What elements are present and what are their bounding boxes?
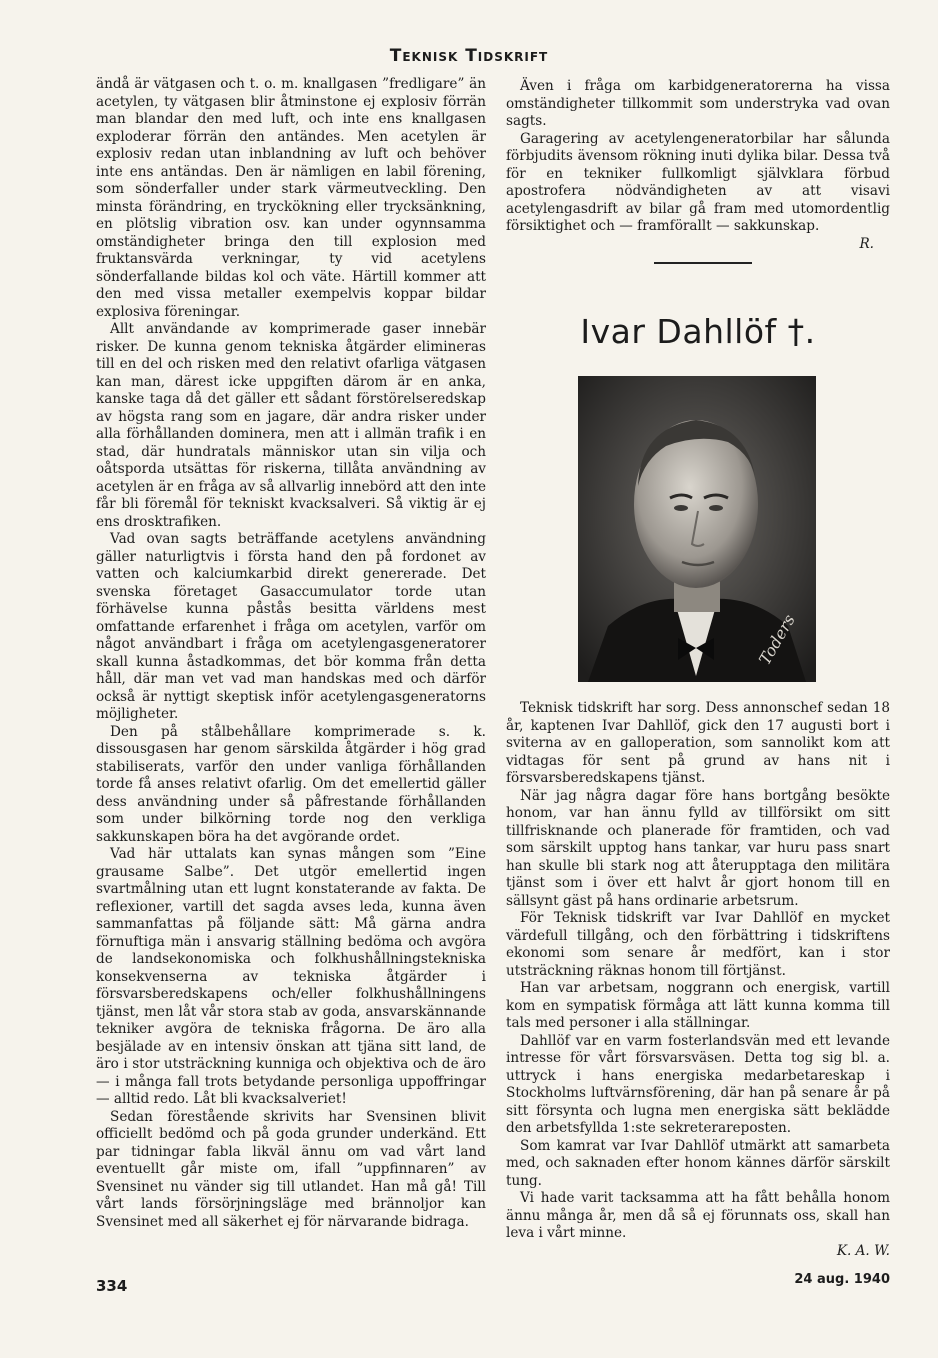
paragraph: Sedan förestående skrivits har Svensinen blivit officiellt bedömd och på goda grunder underkänd. Ett par tidningar fabla likväl ännu om vad vårt land eventuellt går miste om, ifall ”uppfinnaren” av Svensinet nu vänder sig till utlandet. Han må gå! Till vårt lands försörjningsläge med brännoljor kan Svensinet med all säkerhet ej för närvarande bidraga. — [96, 1108, 486, 1230]
paragraph: Dahllöf var en varm fosterlandsvän med ett levande intresse för vårt försvarsväsen. Detta tog sig bl. a. uttryck i hans energiska medarbetareskap i Stockholms luftvärnsförening, där han på senare år på sitt försynta och lugna men energiska sätt beklädde den arbetsfyllda 1:ste sekreterareposten. — [506, 1032, 890, 1136]
paragraph: När jag några dagar före hans bortgång besökte honom, var han ännu fylld av tillförsikt om sitt tillfrisknande och planerade för framtiden, och vad som särskilt upptog hans tankar, var huru pass snart han skulle bli stark nog att återupptaga den militära tjänst som i över ett halvt år gjort honom till en sällsynt gäst på hans ordinarie arbetsrum. — [506, 787, 890, 909]
paragraph: Teknisk tidskrift har sorg. Dess annonschef sedan 18 år, kaptenen Ivar Dahllöf, gick den 17 augusti bort i sviterna av en galloperation, som sannolikt kom att vidtagas för sent på grund av hans nit i försvarsberedskapens tjänst. — [506, 700, 890, 786]
issue-date: 24 aug. 1940 — [794, 1272, 890, 1287]
portrait-photo — [578, 376, 816, 682]
article-left-column — [96, 76, 486, 1231]
portrait-illustration — [578, 376, 816, 682]
paragraph: Han var arbetsam, noggrann och energisk, vartill kom en sympatisk förmåga att lätt kunna komma till tals med personer i alla ställningar. — [506, 980, 890, 1031]
paragraph: Vad här uttalats kan synas mången som ”Eine grausame Salbe”. Det utgör emellertid ingen svartmålning utan ett lugnt konstaterande av fakta. De reflexioner, vartill det sagda avses leda, kunna även sammanfattas på följande sätt: Må gärna andra förnuftiga män i ansvarig ställning bedöma och avgöra de landsekonomiska och folkhushållningstekniska konsekvenserna av tekniska åtgärder i försvarsberedskapens och/eller folkhushållningens tjänst, men låt vår stora stab av goda, ansvarskännande tekniker avgöra de tekniska frågorna. De äro alla besjälade av en intensiv önskan att tjäna sitt land, de äro i stor utsträckning kunniga och objektiva och de äro — i många fall trots betydande personliga uppoffringar — alltid redo. Låt bli kvacksalveriet! — [96, 846, 486, 1107]
paragraph: Som kamrat var Ivar Dahllöf utmärkt att samarbeta med, och saknaden efter honom kännes därför särskilt tung. — [506, 1137, 890, 1189]
obituary-title: Ivar Dahllöf †. — [580, 312, 816, 351]
section-divider — [654, 262, 752, 264]
journal-header: Teknisk Tidskrift — [389, 46, 549, 66]
page-number: 334 — [96, 1277, 128, 1295]
paragraph: Garagering av acetylengeneratorbilar har sålunda förbjudits ävensom rökning inuti dylika bilar. Dessa två för en tekniker fullkomligt självklara förbud apostrofera nödvändigheten av att visavi acetylengasdrift av bilar gå fram med utomordentlig försiktighet och — framförallt — sakkunskap. — [506, 130, 890, 234]
paragraph: Den på stålbehållare komprimerade s. k. dissousgasen har genom särskilda åtgärder i hög grad stabiliserats, varför den under vanliga förhållanden torde få anses relativt ofarlig. Om det emellertid gäller dess användning under så påfrestande förhållanden som under bilkörning torde nog den verkliga sakkunskapen böra ha det avgörande ordet. — [96, 723, 486, 845]
article-right-column — [506, 78, 890, 253]
paragraph: ändå är vätgasen och t. o. m. knallgasen ”fredligare” än acetylen, ty vätgasen blir åtminstone ej explosiv förrän man blandar den med luft, och inte ens knallgasen exploderar förrän den antändes. Men acetylen är explosiv redan utan inblandning av luft och behöver inte ens antändas. Den är nämligen en labil förening, som sönderfaller under stark värmeutveckling. Den minsta förändring, en tryckökning eller trycksänkning, en plötslig vibration osv. kan under ogynnsamma omständigheter bringa den till explosion med fruktansvärda verkningar, ty vid acetylens sönderfallande bildas kol och väte. Härtill kommer att den med vissa metaller exempelvis koppar bildar explosiva föreningar. — [96, 76, 486, 320]
obituary-body — [506, 700, 890, 1260]
paragraph: Vad ovan sagts beträffande acetylens användning gäller naturligtvis i första hand den på fordonet av vatten och kalciumkarbid direkt genererade. Det svenska företaget Gasaccumulator torde utan förhävelse kunna påstås besitta världens mest omfattande erfarenhet i fråga om acetylen, varför om något användbart i fråga om acetylengasgeneratorer skall kunna åstadkommas, det bör komma från detta håll, där man vet vad man handskas med och därför också är nyttigt skeptisk inför acetylengasgeneratorns möjligheter. — [96, 531, 486, 722]
obituary-signature: K. A. W. — [836, 1242, 890, 1259]
paragraph: Vi hade varit tacksamma att ha fått behålla honom ännu många år, men då så ej förunnats oss, skall han leva i vårt minne. — [506, 1190, 890, 1241]
paragraph: Allt användande av komprimerade gaser innebär risker. De kunna genom tekniska åtgärder elimineras till en del och risken med den relativt ofarliga vätgasen kan man, därest icke uppgiften därom är en anka, kanske taga då det gäller ett sådant förstörelseredskap av högsta rang som en jagare, där andra risker under alla förhållanden dominera, men att i allmän trafik i en stad, där hundratals människor utan sin vilja och oåtsporda utsättas för riskerna, tillåta användning av acetylen är en fråga av så allvarlig innebörd att den inte får bli föremål för tekniskt kvacksalveri. Så viktig är ej ens drosktrafiken. — [96, 321, 486, 530]
svg-text:Toders: Toders — [755, 611, 799, 668]
author-signature: R. — [859, 235, 874, 252]
paragraph: Även i fråga om karbidgeneratorerna ha vissa omständigheter tillkommit som understryka vad ovan sagts. — [506, 78, 890, 129]
paragraph: För Teknisk tidskrift var Ivar Dahllöf en mycket värdefull tillgång, och den förbättring i tidskriftens ekonomi som senare år medfört, kan i stor utsträckning räknas honom till förtjänst. — [506, 910, 890, 979]
